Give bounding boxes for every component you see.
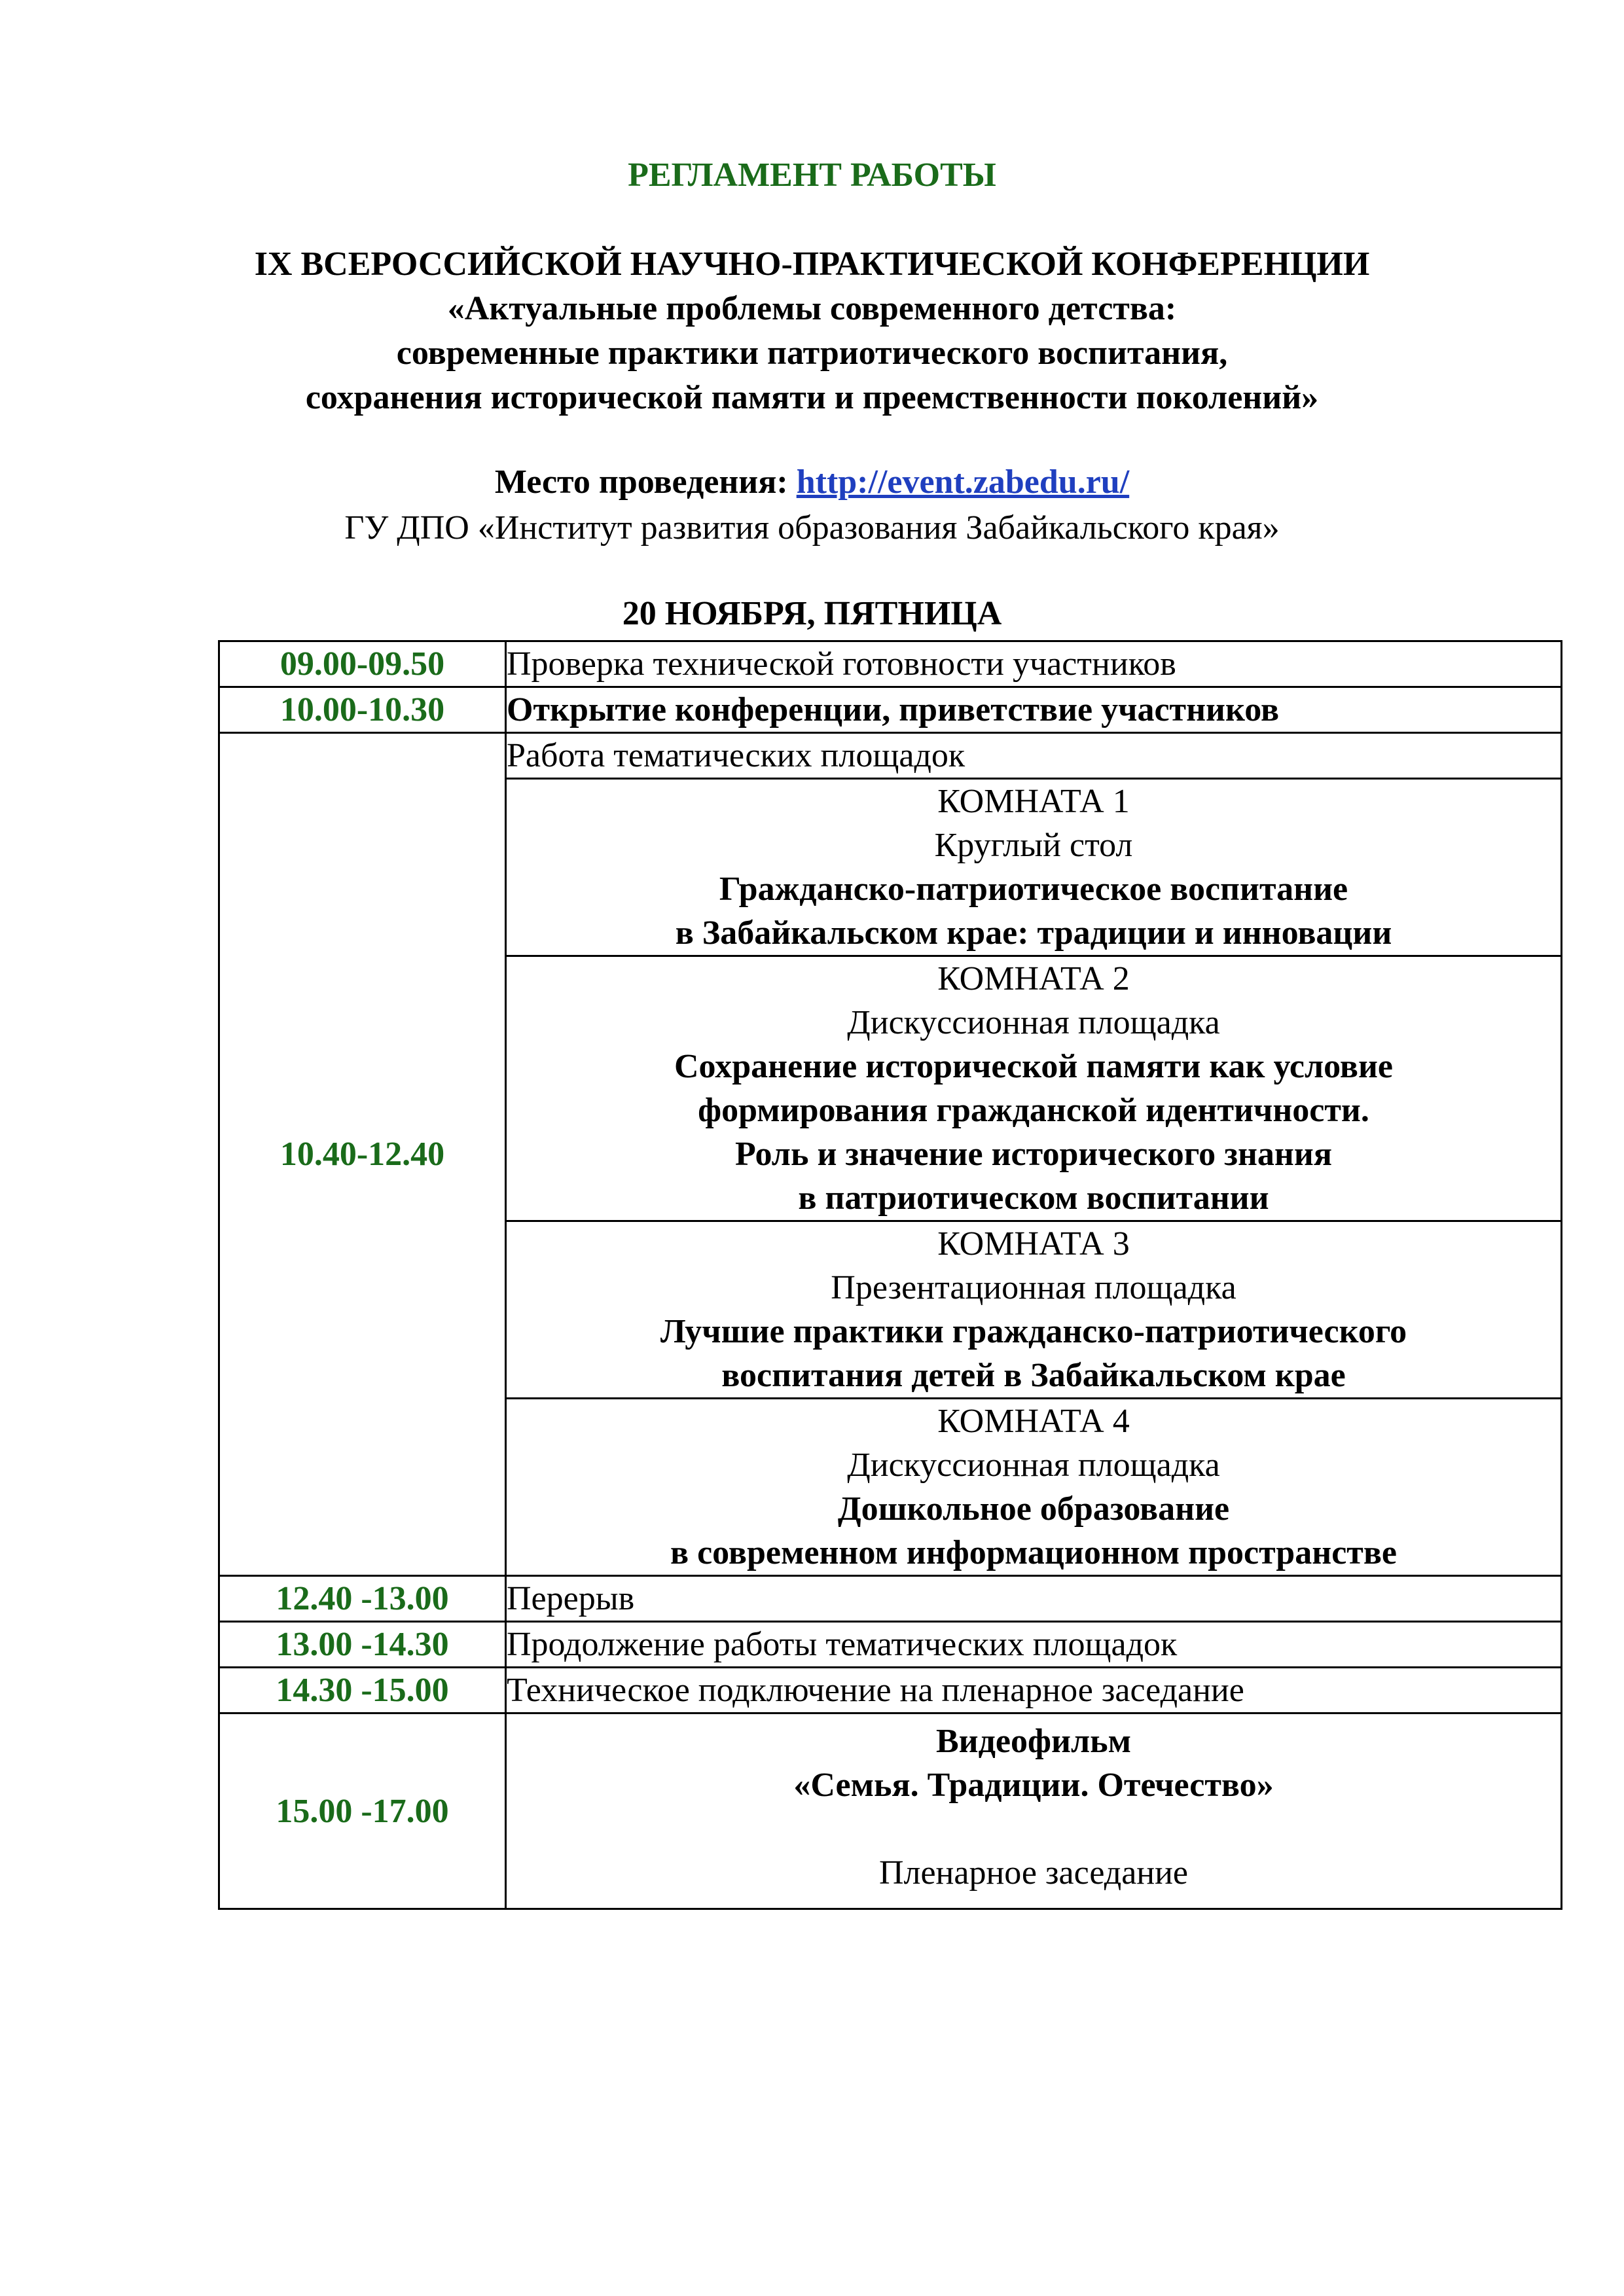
day-heading: 20 НОЯБРЯ, ПЯТНИЦА: [622, 595, 1002, 632]
plenary-content: [507, 1714, 1561, 1908]
plenary-cell: [506, 1713, 1562, 1909]
venue-block: [0, 459, 1624, 551]
room-topic-line: воспитания детей в Забайкальском крае: [721, 1357, 1346, 1394]
room-format: Дискуссионная площадка: [847, 1446, 1220, 1484]
venue-link[interactable]: http://event.zabedu.ru/: [796, 463, 1130, 501]
room-topic-line: формирования гражданской идентичности.: [698, 1092, 1369, 1129]
plenary-label: Пленарное заседание: [878, 1854, 1189, 1892]
conference-heading-line: сохранения исторической памяти и преемственности поколений»: [305, 379, 1319, 416]
conference-heading: [0, 242, 1624, 420]
room-topic-line: Сохранение исторической памяти как условие: [674, 1048, 1393, 1085]
activity-cell: Открытие конференции, приветствие участников: [506, 687, 1562, 733]
table-row: [219, 1622, 1562, 1668]
activity-cell: Работа тематических площадок: [506, 733, 1562, 779]
room-format: Презентационная площадка: [831, 1269, 1236, 1306]
time-cell: 10.40-12.40: [219, 733, 506, 1576]
time-cell: 12.40 -13.00: [219, 1576, 506, 1622]
table-row: [219, 1668, 1562, 1713]
room-topic-line: в патриотическом воспитании: [798, 1179, 1269, 1217]
venue-line: [0, 459, 1624, 505]
activity-cell: Продолжение работы тематических площадок: [506, 1622, 1562, 1668]
room-cell-2: [506, 956, 1562, 1221]
room-cell-3: [506, 1221, 1562, 1399]
room-topic-line: Лучшие практики гражданско-патриотического: [660, 1313, 1407, 1350]
activity-cell: Техническое подключение на пленарное заседание: [506, 1668, 1562, 1713]
venue-organization: ГУ ДПО «Институт развития образования Забайкальского края»: [344, 509, 1280, 547]
table-row: [219, 687, 1562, 733]
room-name: КОМНАТА 1: [937, 783, 1130, 820]
film-title: «Семья. Традиции. Отечество»: [793, 1767, 1274, 1804]
conference-heading-line: «Актуальные проблемы современного детства:: [447, 290, 1177, 327]
time-cell: 14.30 -15.00: [219, 1668, 506, 1713]
room-name: КОМНАТА 3: [937, 1225, 1130, 1263]
conference-heading-line: IX ВСЕРОССИЙСКОЙ НАУЧНО-ПРАКТИЧЕСКОЙ КОНФЕРЕНЦИИ: [254, 245, 1370, 283]
spacer: [507, 1807, 1561, 1851]
room-cell-4: [506, 1399, 1562, 1576]
room-topic-line: в современном информационном пространстве: [670, 1534, 1397, 1571]
table-row: [219, 1713, 1562, 1909]
table-row: [219, 641, 1562, 687]
time-cell: 13.00 -14.30: [219, 1622, 506, 1668]
room-topic-line: Роль и значение исторического знания: [734, 1136, 1332, 1173]
document-title: РЕГЛАМЕНТ РАБОТЫ: [628, 156, 996, 194]
time-cell: 09.00-09.50: [219, 641, 506, 687]
room-cell-1: [506, 779, 1562, 956]
film-label: Видеофильм: [935, 1723, 1132, 1760]
room-format: Дискуссионная площадка: [847, 1004, 1220, 1041]
time-cell: 15.00 -17.00: [219, 1713, 506, 1909]
time-cell: 10.00-10.30: [219, 687, 506, 733]
room-name: КОМНАТА 4: [937, 1403, 1130, 1440]
activity-cell: Перерыв: [506, 1576, 1562, 1622]
room-name: КОМНАТА 2: [937, 960, 1130, 997]
activity-cell: Проверка технической готовности участников: [506, 641, 1562, 687]
table-row: [219, 1576, 1562, 1622]
schedule-table: [218, 640, 1562, 1910]
room-topic-line: Гражданско-патриотическое воспитание: [719, 870, 1348, 908]
table-row: [219, 733, 1562, 779]
venue-label: Место проведения:: [494, 463, 797, 501]
room-topic-line: Дошкольное образование: [837, 1490, 1230, 1528]
room-topic-line: в Забайкальском крае: традиции и инновации: [675, 914, 1392, 952]
room-format: Круглый стол: [934, 827, 1133, 864]
conference-heading-line: современные практики патриотического воспитания,: [396, 334, 1228, 372]
